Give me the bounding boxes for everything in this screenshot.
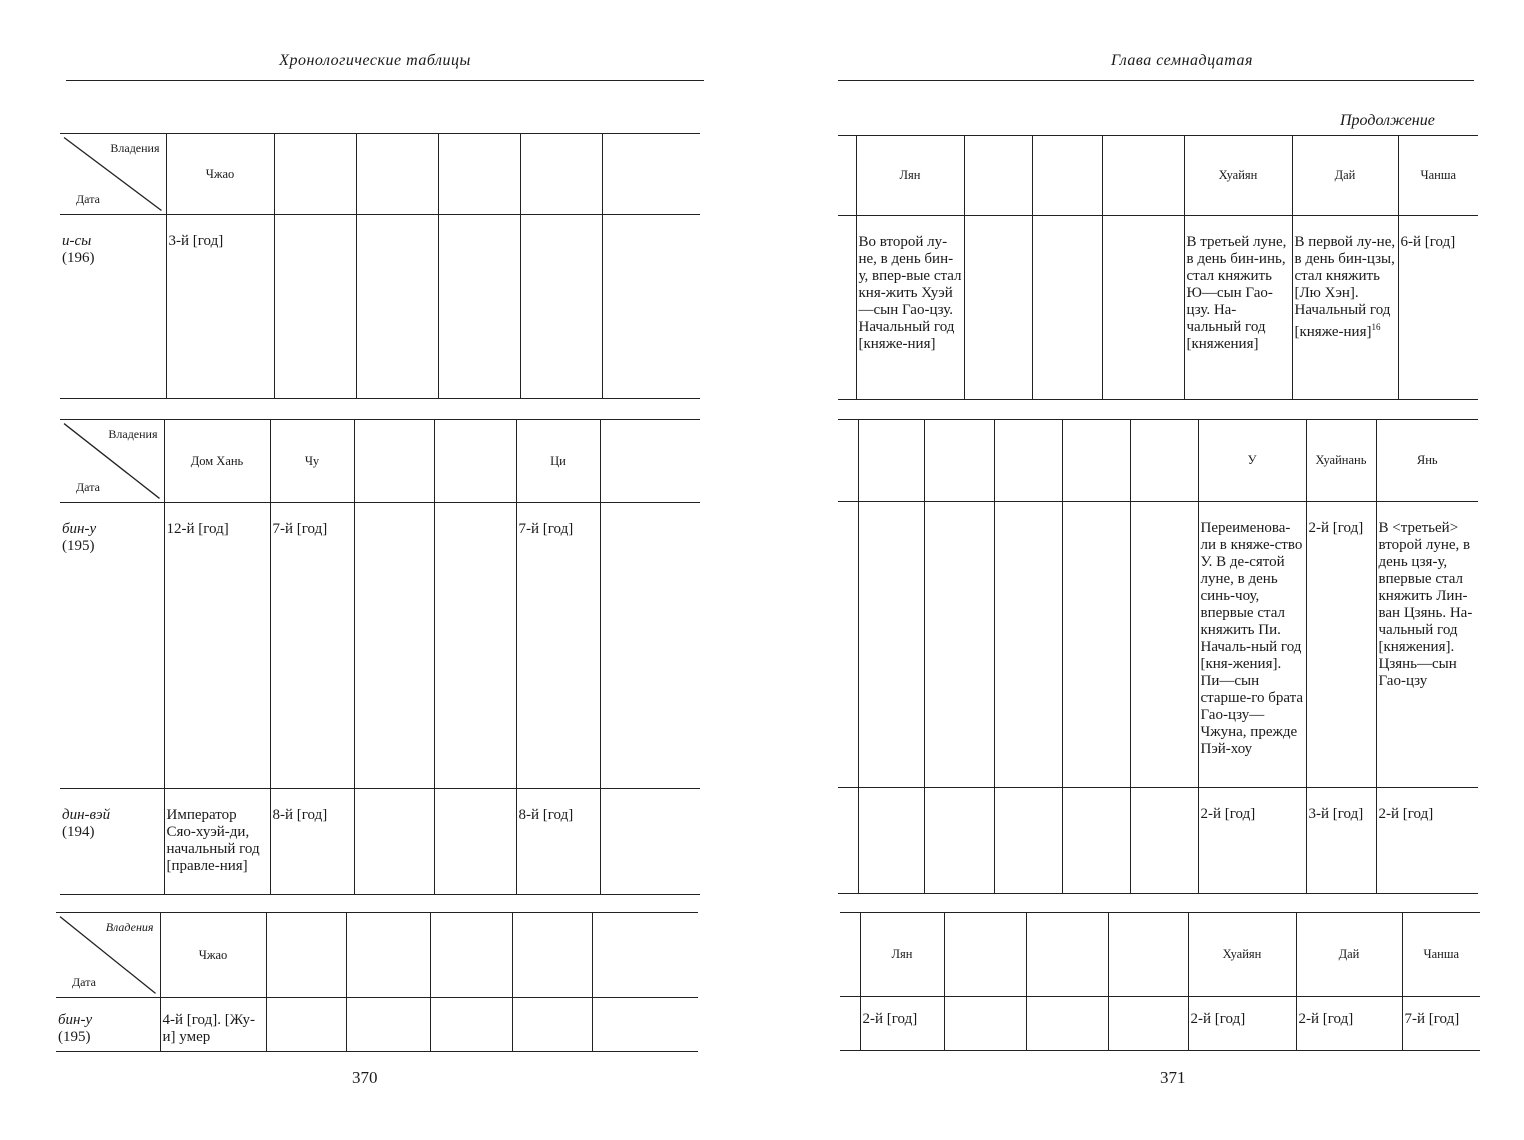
table-row (60, 215, 700, 399)
table-cell (266, 998, 346, 1052)
date-cell (60, 215, 166, 399)
column-header (592, 913, 698, 998)
column-header: Хуайнань (1306, 420, 1376, 502)
column-header: Дом Хань (164, 420, 270, 503)
table-cell: 7-й [год] (270, 503, 354, 789)
corner-cell (60, 134, 166, 215)
column-header (438, 134, 520, 215)
table-cell: 3-й [год] (1306, 788, 1376, 894)
running-head: Глава семнадцатая (1111, 52, 1253, 69)
date-cell (56, 998, 160, 1052)
table-cell: В третьей луне, в день бин-инь, стал княжить Ю—сын Гао-цзу. На-чальный год [княжения] (1184, 216, 1292, 400)
date-cell (60, 503, 164, 789)
page-number: 371 (1160, 1068, 1186, 1087)
running-head: Хронологические таблицы (279, 52, 471, 69)
head-rule (838, 80, 1474, 81)
column-header (964, 136, 1032, 216)
cyclical-date: дин-вэй (62, 807, 111, 823)
table-row (60, 789, 700, 895)
table-cell (600, 789, 700, 895)
table-cell (1108, 997, 1188, 1051)
table-cell (1292, 216, 1398, 400)
column-header: Чжао (160, 913, 266, 998)
table-cell (1026, 997, 1108, 1051)
column-header (274, 134, 356, 215)
table-cell: В <третьей> второй луне, в день цзя-у, впервые стал княжить Лин-ван Цзянь. На-чальный год [княжения]. Цзянь—сын Гао-цзу (1376, 502, 1478, 788)
table-header-row (838, 420, 1478, 502)
column-header (430, 913, 512, 998)
continuation-label: Продолжение (1340, 112, 1435, 129)
column-header: Лян (856, 136, 964, 216)
table-cell: 2-й [год] (1198, 788, 1306, 894)
column-header (520, 134, 602, 215)
year-bc: (195) (58, 1029, 91, 1045)
column-header (346, 913, 430, 998)
table-cell (356, 215, 438, 399)
right-page (762, 0, 1524, 1140)
year-bc: (196) (62, 250, 95, 266)
table-cell: Император Сяо-хуэй-ди, начальный год [правле-ния] (164, 789, 270, 895)
table-cell (346, 998, 430, 1052)
table-header-row (60, 420, 700, 503)
table-row (838, 216, 1478, 400)
table-cell: 7-й [год] (516, 503, 600, 789)
table-cell (994, 502, 1062, 788)
table-cell: 2-й [год] (1306, 502, 1376, 788)
head-rule (66, 80, 704, 81)
table-cell (434, 503, 516, 789)
column-header (434, 420, 516, 503)
table-cell: 4-й [год]. [Жу-и] умер (160, 998, 266, 1052)
page-number: 370 (352, 1068, 378, 1087)
column-header: Лян (860, 913, 944, 997)
year-bc: (194) (62, 824, 95, 840)
column-header: Чу (270, 420, 354, 503)
table-cell (1062, 788, 1130, 894)
table-cell (600, 503, 700, 789)
table-cell (274, 215, 356, 399)
table-cell (592, 998, 698, 1052)
table-cell: 2-й [год] (1296, 997, 1402, 1051)
table-cell (858, 502, 924, 788)
table-row (60, 503, 700, 789)
table-cell (1130, 502, 1198, 788)
table-cell: 6-й [год] (1398, 216, 1478, 400)
table-cell (1032, 216, 1102, 400)
table-cell: 7-й [год] (1402, 997, 1480, 1051)
column-header: Чанша (1402, 913, 1480, 997)
table-row (56, 998, 698, 1052)
table-row (838, 502, 1478, 788)
table-block-1 (60, 133, 700, 399)
column-header (1062, 420, 1130, 502)
column-header (1032, 136, 1102, 216)
table-block-3 (56, 912, 698, 1052)
table-cell: 2-й [год] (1376, 788, 1478, 894)
table-cell: Переименова-ли в княже-ство У. В де-сятой луне, в день синь-чоу, впервые стал княжить Пи. Началь-ный год [кня-жения]. Пи—сын старше-го брата Гао-цзу—Чжуна, прежде Пэй-хоу (1198, 502, 1306, 788)
table-cell: 3-й [год] (166, 215, 274, 399)
table-header-row (840, 913, 1480, 997)
column-header (1026, 913, 1108, 997)
column-header (924, 420, 994, 502)
table-cell (354, 503, 434, 789)
table-block-1 (838, 135, 1478, 400)
table-cell (924, 502, 994, 788)
table-cell: 2-й [год] (860, 997, 944, 1051)
table-cell (520, 215, 602, 399)
cyclical-date: и-сы (62, 233, 92, 249)
table-cell (858, 788, 924, 894)
corner-date-label: Дата (76, 192, 100, 206)
column-header (858, 420, 924, 502)
column-header: Янь (1376, 420, 1478, 502)
table-cell (602, 215, 700, 399)
date-cell (60, 789, 164, 895)
footnote-marker: 16 (1371, 322, 1381, 332)
column-header (600, 420, 700, 503)
table-cell (994, 788, 1062, 894)
column-header: Чжао (166, 134, 274, 215)
table-cell: 8-й [год] (270, 789, 354, 895)
table-cell (354, 789, 434, 895)
column-header: Хуайян (1184, 136, 1292, 216)
table-block-3 (840, 912, 1480, 1051)
corner-owner-label: Владения (105, 920, 154, 934)
table-header-row (60, 134, 700, 215)
table-cell (944, 997, 1026, 1051)
table-cell: 2-й [год] (1188, 997, 1296, 1051)
column-header (602, 134, 700, 215)
table-cell: Во второй лу-не, в день бин-у, впер-вые стал кня-жить Хуэй—сын Гао-цзу. Начальный год [княже-ния] (856, 216, 964, 400)
column-header (994, 420, 1062, 502)
column-header (266, 913, 346, 998)
table-row (840, 997, 1480, 1051)
corner-owner-label: Владения (110, 141, 160, 155)
column-header: Хуайян (1188, 913, 1296, 997)
column-header (1102, 136, 1184, 216)
table-row (838, 788, 1478, 894)
column-header (512, 913, 592, 998)
column-header: Дай (1292, 136, 1398, 216)
table-cell (1102, 216, 1184, 400)
table-cell (438, 215, 520, 399)
column-header: У (1198, 420, 1306, 502)
corner-date-label: Дата (76, 480, 100, 494)
corner-date-label: Дата (72, 975, 96, 989)
column-header: Ци (516, 420, 600, 503)
column-header: Чанша (1398, 136, 1478, 216)
corner-owner-label: Владения (108, 427, 158, 441)
column-header (354, 420, 434, 503)
column-header (944, 913, 1026, 997)
table-cell: 12-й [год] (164, 503, 270, 789)
table-block-2 (60, 419, 700, 895)
table-block-2 (838, 419, 1478, 894)
cyclical-date: бин-у (62, 521, 97, 537)
column-header (1130, 420, 1198, 502)
table-cell (1062, 502, 1130, 788)
table-cell (430, 998, 512, 1052)
table-header-row (838, 136, 1478, 216)
cyclical-date: бин-у (58, 1012, 93, 1028)
table-cell (924, 788, 994, 894)
year-bc: (195) (62, 538, 95, 554)
corner-cell (60, 420, 164, 503)
table-header-row (56, 913, 698, 998)
column-header: Дай (1296, 913, 1402, 997)
corner-cell (56, 913, 160, 998)
column-header (1108, 913, 1188, 997)
table-cell (434, 789, 516, 895)
table-cell (1130, 788, 1198, 894)
table-cell (512, 998, 592, 1052)
cell-text: В первой лу-не, в день бин-цзы, стал княжить [Лю Хэн]. Начальный год [княже-ния] (1294, 234, 1396, 340)
column-header (356, 134, 438, 215)
table-cell (964, 216, 1032, 400)
table-cell: 8-й [год] (516, 789, 600, 895)
